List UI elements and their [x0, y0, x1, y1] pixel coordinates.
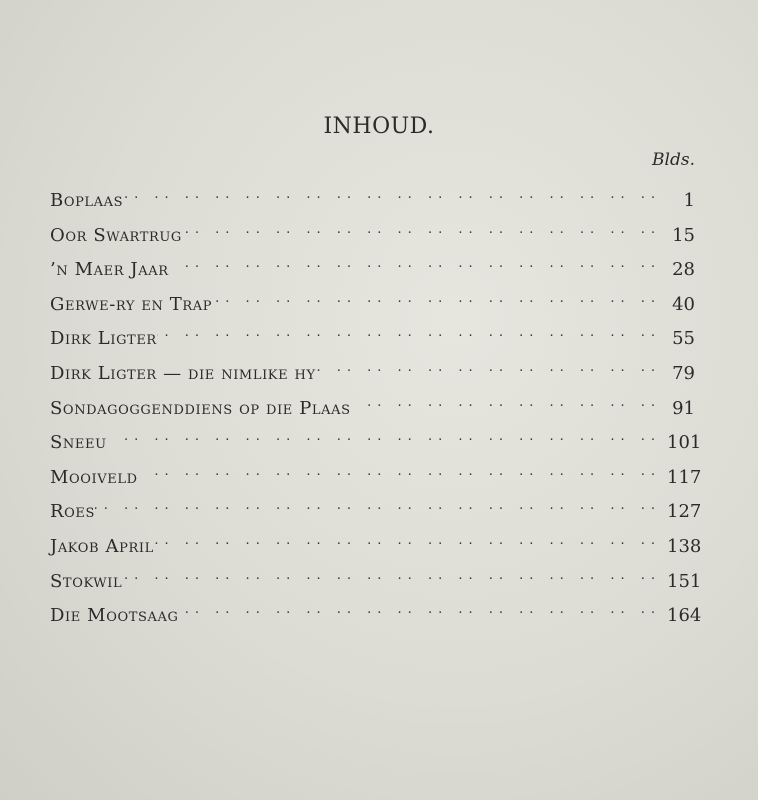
- dot-leader: [154, 530, 667, 552]
- dot-leader: [182, 219, 667, 241]
- toc-entry-page: 1: [683, 190, 695, 211]
- toc-entry-page: 117: [667, 466, 702, 488]
- toc-entry: [50, 184, 695, 219]
- dot-leader: [107, 426, 667, 448]
- toc-entry-title: Dirk Ligter: [50, 328, 157, 350]
- toc-entry: [50, 495, 702, 530]
- toc-entry-title: Dirk Ligter — die nimlike hy: [50, 362, 316, 384]
- toc-entry: [50, 253, 695, 288]
- dot-leader: [122, 565, 667, 587]
- page-column-header: Blds.: [652, 150, 695, 170]
- toc-entry-page: 91: [672, 397, 695, 419]
- toc-entry-title: Jakob April: [50, 535, 154, 557]
- dot-leader: [123, 184, 667, 206]
- dot-leader: [138, 461, 667, 483]
- toc-entry-title: Sondagoggenddiens op die Plaas: [50, 397, 351, 419]
- toc-entry-title: Die Mootsaag: [50, 605, 179, 627]
- toc-entry-title: Oor Swartrug: [50, 224, 182, 246]
- toc-entry-page: 55: [672, 328, 695, 350]
- toc-entry-title: ’n Maer Jaar: [50, 259, 169, 281]
- dot-leader: [157, 322, 667, 344]
- dot-leader: [95, 495, 667, 517]
- toc-entry-page: 79: [672, 362, 695, 384]
- toc-entry-title: Stokwil: [50, 570, 123, 592]
- dot-leader: [178, 599, 667, 621]
- toc-entry-page: 40: [672, 293, 695, 315]
- toc-entry-title: Gerwe-ry en Trap: [50, 293, 213, 315]
- toc-entry: [50, 219, 695, 254]
- toc-entry-page: 151: [667, 570, 702, 592]
- dot-leader: [212, 288, 667, 310]
- toc-entry-title: Mooiveld: [50, 466, 138, 488]
- toc-entry-title: Roes: [50, 501, 96, 523]
- toc-entry: [50, 565, 702, 600]
- dot-leader: [316, 357, 667, 379]
- toc-entry-title: Boplaas: [50, 190, 124, 211]
- toc-entry: [50, 322, 695, 357]
- toc-entry-page: 15: [672, 224, 695, 246]
- toc-entry: [50, 461, 702, 496]
- toc-entry-page: 164: [667, 605, 702, 627]
- toc-entry-page: 28: [672, 259, 695, 281]
- toc-entry-page: 101: [667, 432, 702, 454]
- dot-leader: [351, 392, 667, 414]
- table-of-contents: [50, 184, 702, 634]
- toc-entry: [50, 426, 702, 461]
- toc-entry: [50, 392, 695, 427]
- toc-entry: [50, 288, 695, 323]
- toc-entry: [50, 530, 702, 565]
- dot-leader: [169, 253, 667, 275]
- toc-entry: [50, 599, 702, 634]
- toc-entry: [50, 357, 695, 392]
- toc-entry-page: 127: [667, 501, 702, 523]
- page-title: INHOUD.: [323, 114, 435, 139]
- toc-entry-page: 138: [667, 535, 702, 557]
- toc-entry-title: Sneeu: [50, 432, 107, 454]
